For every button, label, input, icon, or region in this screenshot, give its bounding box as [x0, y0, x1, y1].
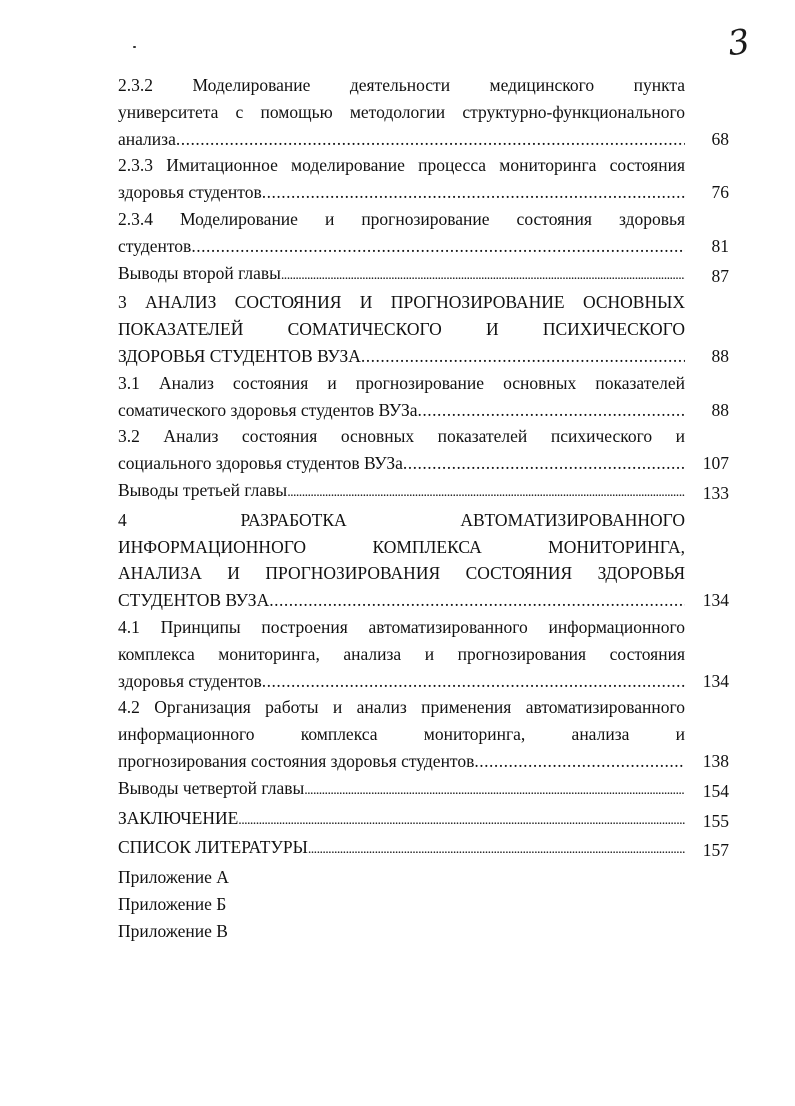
toc-entry-line: [118, 450, 685, 477]
toc-entry-line: [118, 260, 685, 290]
toc-entry-line: [118, 233, 685, 260]
toc-entry-line: информационного комплекса мониторинга, анализа и: [118, 724, 685, 745]
toc-entry-line: комплекса мониторинга, анализа и прогнозирования состояния: [118, 643, 685, 664]
toc-entry-line: [118, 397, 685, 424]
toc-entry-line: [118, 834, 685, 864]
toc-entry[interactable]: [118, 423, 729, 477]
appendix-item[interactable]: Приложение А: [118, 867, 229, 888]
toc-entry-line: 4.2 Организация работы и анализ применения автоматизированного: [118, 697, 685, 718]
toc-entry-title: [118, 423, 685, 477]
toc-entry-text: Выводы третьей главы: [118, 479, 288, 500]
toc-entry-text: здоровья студентов: [118, 670, 262, 691]
toc-entry-line: [118, 748, 685, 775]
toc-entry-text: ЗАКЛЮЧЕНИЕ: [118, 807, 239, 828]
toc-entry-title: [118, 370, 685, 424]
toc-entry-line: [118, 775, 685, 805]
toc-entry-title: [118, 289, 685, 369]
toc-entry-title: [118, 775, 685, 805]
toc-entry-line: 2.3.2 Моделирование деятельности медицинского пункта: [118, 75, 685, 95]
toc-page-number: 138: [702, 750, 729, 771]
toc-entry[interactable]: [118, 152, 729, 206]
toc-entry-text: ЗДОРОВЬЯ СТУДЕНТОВ ВУЗА: [118, 345, 361, 366]
toc-page-number: 81: [711, 235, 729, 256]
toc-entry-line: [118, 587, 685, 614]
toc-page-number: 133: [702, 482, 729, 503]
toc-entry-line: ИНФОРМАЦИОННОГО КОМПЛЕКСА МОНИТОРИНГА,: [118, 536, 685, 557]
toc-page-number: 107: [702, 453, 729, 474]
dot-leader: [262, 179, 685, 206]
toc-entry[interactable]: [118, 507, 729, 614]
dot-leader: [176, 126, 685, 153]
dot-leader: [269, 587, 685, 614]
toc-entry[interactable]: [118, 614, 729, 694]
dot-leader: [262, 668, 685, 695]
toc-entry[interactable]: [118, 289, 729, 369]
toc-entry-text: социального здоровья студентов ВУЗа: [118, 453, 403, 474]
toc-entry-title: [118, 260, 685, 290]
toc-entry-line: 3.1 Анализ состояния и прогнозирование основных показателей: [118, 372, 685, 393]
appendix-item[interactable]: Приложение В: [118, 920, 228, 941]
toc-entry-title: [118, 507, 685, 614]
toc-entry[interactable]: [118, 72, 729, 152]
dot-leader: [191, 233, 685, 260]
toc-entry-line: 3.2 Анализ состояния основных показателей психического и: [118, 426, 685, 447]
toc-page-number: 76: [711, 182, 729, 203]
toc-entry-text: Выводы четвертой главы: [118, 777, 305, 798]
toc-entry[interactable]: [118, 694, 729, 774]
toc-page-number: 87: [711, 265, 729, 286]
toc-entry-line: [118, 668, 685, 695]
toc-entry[interactable]: [118, 477, 729, 507]
toc-entry-line: [118, 179, 685, 206]
toc-entry-text: прогнозирования состояния здоровья студентов: [118, 750, 475, 771]
toc-entry-text: Выводы второй главы: [118, 262, 281, 283]
dot-leader: [474, 748, 685, 775]
dot-leader: [304, 778, 685, 805]
toc-page-number: 134: [702, 670, 729, 691]
dot-leader: [403, 450, 685, 477]
dot-leader: [287, 480, 685, 507]
toc-entry-title: [118, 834, 685, 864]
toc-entry-line: [118, 477, 685, 507]
dot-leader: [238, 808, 685, 835]
toc-entry[interactable]: [118, 206, 729, 260]
toc-entry-line: [118, 805, 685, 835]
toc-entry-text: СТУДЕНТОВ ВУЗА: [118, 590, 270, 611]
toc-entry-title: [118, 477, 685, 507]
dot-leader: [308, 837, 685, 864]
toc-entry-line: университета с помощью методологии структурно-функционального: [118, 101, 685, 122]
toc-entry-title: [118, 72, 685, 152]
toc-entry-text: СПИСОК ЛИТЕРАТУРЫ: [118, 837, 308, 858]
toc-page-number: 154: [702, 780, 729, 801]
toc-entry-title: [118, 614, 685, 694]
page-number: 3: [725, 21, 753, 65]
toc-entry-text: здоровья студентов: [118, 182, 262, 203]
toc-page-number: 134: [702, 590, 729, 611]
toc-page-number: 155: [702, 810, 729, 831]
toc-entry-line: 3 АНАЛИЗ СОСТОЯНИЯ И ПРОГНОЗИРОВАНИЕ ОСНОВНЫХ: [118, 292, 685, 313]
dot-leader: [281, 263, 685, 290]
toc-entry-line: 4 РАЗРАБОТКА АВТОМАТИЗИРОВАННОГО: [118, 509, 685, 530]
toc-entry-line: [118, 343, 685, 370]
toc-entry-text: студентов: [118, 235, 192, 256]
toc-entry-title: [118, 152, 685, 206]
toc-entry-text: анализа: [118, 128, 176, 149]
toc-entry-title: [118, 694, 685, 774]
toc-entry[interactable]: [118, 775, 729, 805]
toc-entry[interactable]: [118, 834, 729, 864]
dot-leader: [361, 343, 685, 370]
toc-entry[interactable]: [118, 805, 729, 835]
toc-page-number: 68: [711, 128, 729, 149]
toc-entry-title: [118, 206, 685, 260]
toc-page-number: 157: [702, 840, 729, 861]
toc-page-number: 88: [711, 345, 729, 366]
toc-entry-line: 4.1 Принципы построения автоматизированного информационного: [118, 616, 685, 637]
toc-entry-line: 2.3.4 Моделирование и прогнозирование состояния здоровья: [118, 208, 685, 229]
dot-leader: [418, 397, 685, 424]
appendix-item[interactable]: Приложение Б: [118, 893, 227, 914]
scan-speck: [133, 46, 136, 48]
table-of-contents: [118, 72, 729, 945]
toc-page-number: 88: [711, 399, 729, 420]
toc-entry-line: ПОКАЗАТЕЛЕЙ СОМАТИЧЕСКОГО И ПСИХИЧЕСКОГО: [118, 319, 685, 340]
toc-entry-line: [118, 126, 685, 153]
toc-entry[interactable]: [118, 260, 729, 290]
toc-entry-title: [118, 805, 685, 835]
toc-entry-text: соматического здоровья студентов ВУЗа: [118, 399, 418, 420]
toc-entry-line: 2.3.3 Имитационное моделирование процесса мониторинга состояния: [118, 155, 685, 176]
toc-entry-line: АНАЛИЗА И ПРОГНОЗИРОВАНИЯ СОСТОЯНИЯ ЗДОРОВЬЯ: [118, 563, 685, 584]
toc-entry[interactable]: [118, 370, 729, 424]
